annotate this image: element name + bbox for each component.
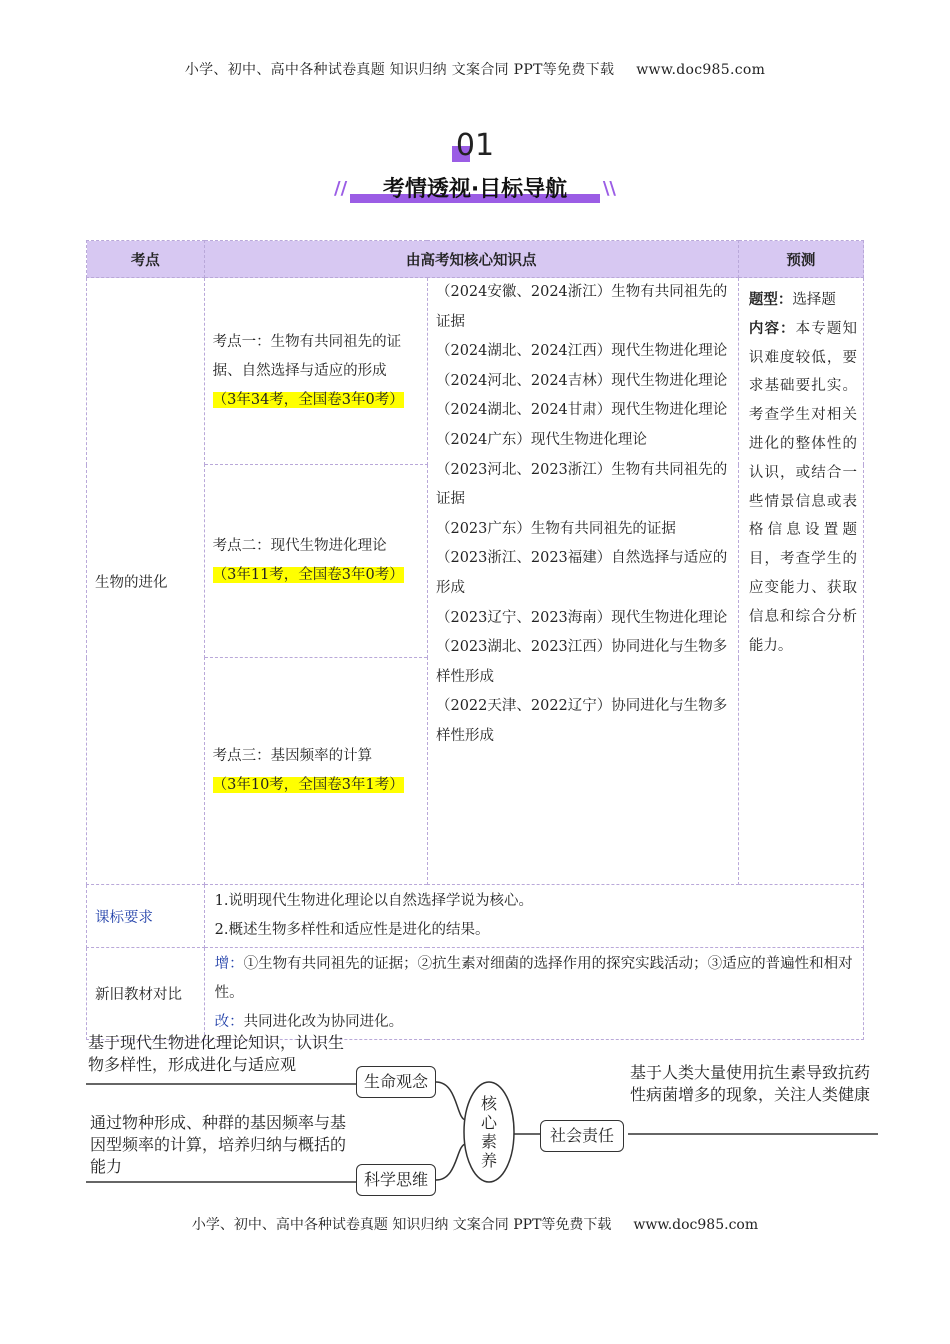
exam-analysis-table bbox=[86, 240, 864, 1040]
footer-text: 小学、初中、高中各种试卷真题 知识归纳 文案合同 PPT等免费下载 bbox=[191, 1217, 612, 1233]
source-item: （2024河北、2024吉林）现代生物进化理论 bbox=[435, 372, 728, 389]
comparison-change-key: 改： bbox=[214, 1014, 244, 1030]
node-2-text: 通过物种形成、种群的基因频率与基因型频率的计算，培养归纳与概括的能力 bbox=[90, 1113, 347, 1176]
point-3-name: 考点三：基因频率的计算 bbox=[212, 748, 373, 764]
source-item: （2024湖北、2024江西）现代生物进化理论 bbox=[435, 343, 728, 360]
header-prediction: 预测 bbox=[738, 241, 863, 278]
mindmap-center: 核心素养 bbox=[480, 1094, 497, 1170]
source-item: （2023广东）生物有共同祖先的证据 bbox=[435, 520, 676, 537]
node-1-text: 基于现代生物进化理论知识，认识生物多样性，形成进化与适应观 bbox=[88, 1033, 345, 1074]
comparison-label: 新旧教材对比 bbox=[87, 948, 205, 1040]
node-1-box: 生命观念 bbox=[356, 1066, 436, 1098]
source-item: （2024湖北、2024甘肃）现代生物进化理论 bbox=[435, 402, 728, 419]
point-3-cell bbox=[204, 658, 427, 885]
prediction-cell bbox=[738, 278, 863, 885]
footer-url[interactable]: www.doc985.com bbox=[633, 1217, 759, 1233]
left-slash-decoration: // bbox=[334, 178, 348, 199]
node-3-box: 社会责任 bbox=[540, 1120, 624, 1152]
source-item: （2022天津、2022辽宁）协同进化与生物多样性形成 bbox=[435, 698, 728, 744]
section-number: 01 bbox=[455, 128, 495, 163]
page-header bbox=[0, 59, 950, 79]
curriculum-item: 2.概述生物多样性和适应性是进化的结果。 bbox=[214, 922, 490, 938]
header-kaodian: 考点 bbox=[87, 241, 205, 278]
curriculum-label: 课标要求 bbox=[87, 885, 205, 948]
source-item: （2024广东）现代生物进化理论 bbox=[435, 431, 647, 448]
node-2-box: 科学思维 bbox=[356, 1164, 436, 1196]
point-2-cell bbox=[204, 465, 427, 658]
header-url[interactable]: www.doc985.com bbox=[636, 62, 766, 78]
comparison-add-text: ①生物有共同祖先的证据；②抗生素对细菌的选择作用的探究实践活动；③适应的普遍性和相对性。 bbox=[214, 956, 853, 1001]
sources-cell bbox=[427, 278, 738, 885]
topic-cell: 生物的进化 bbox=[87, 278, 205, 885]
prediction-content-value: 本专题知识难度较低，要求基础要扎实。考查学生对相关进化的整体性的认识，或结合一些情景信息或表格信息设置题目，考查学生的应变能力、获取信息和综合分析能力。 bbox=[748, 320, 857, 654]
point-1-stat: （3年34考，全国卷3年0考） bbox=[212, 391, 404, 408]
node-3-text: 基于人类大量使用抗生素导致抗药性病菌增多的现象，关注人类健康 bbox=[630, 1063, 871, 1104]
prediction-content-label: 内容： bbox=[748, 320, 796, 337]
header-text: 小学、初中、高中各种试卷真题 知识归纳 文案合同 PPT等免费下载 bbox=[184, 62, 615, 78]
source-item: （2024安徽、2024浙江）生物有共同祖先的证据 bbox=[435, 284, 728, 330]
source-item: （2023湖北、2023江西）协同进化与生物多样性形成 bbox=[435, 639, 728, 685]
core-literacy-mindmap bbox=[0, 1020, 950, 1200]
right-slash-decoration: \\ bbox=[602, 178, 616, 199]
section-title-block bbox=[330, 172, 620, 204]
point-2-name: 考点二：现代生物进化理论 bbox=[212, 538, 387, 554]
point-1-name: 考点一：生物有共同祖先的证据、自然选择与适应的形成 bbox=[212, 333, 402, 379]
source-item: （2023浙江、2023福建）自然选择与适应的形成 bbox=[435, 550, 728, 596]
curriculum-cell bbox=[204, 885, 863, 948]
comparison-add-key: 增： bbox=[214, 956, 244, 972]
source-item: （2023河北、2023浙江）生物有共同祖先的证据 bbox=[435, 461, 728, 508]
section-title: 考情透视·目标导航 bbox=[382, 177, 568, 202]
prediction-type-label: 题型： bbox=[748, 292, 793, 308]
header-knowledge: 由高考知核心知识点 bbox=[204, 241, 738, 278]
point-1-cell bbox=[204, 278, 427, 465]
comparison-change-text: 共同进化改为协同进化。 bbox=[243, 1014, 404, 1030]
source-item: （2023辽宁、2023海南）现代生物进化理论 bbox=[435, 609, 728, 626]
page-footer bbox=[0, 1214, 950, 1234]
curriculum-item: 1.说明现代生物进化理论以自然选择学说为核心。 bbox=[214, 893, 533, 909]
point-3-stat: （3年10考，全国卷3年1考） bbox=[212, 777, 404, 793]
point-2-stat: （3年11考，全国卷3年0考） bbox=[212, 567, 404, 583]
prediction-type-value: 选择题 bbox=[792, 292, 836, 308]
